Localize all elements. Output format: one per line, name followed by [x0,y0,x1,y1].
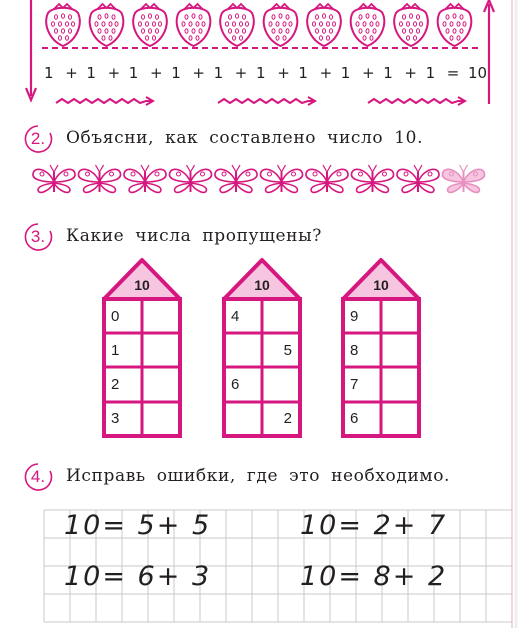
house-1-cell-3-right[interactable] [142,369,180,400]
task-2-number-text: 2. [30,129,46,148]
strawberry-icon [307,4,340,46]
house-3-cell-4-right[interactable] [381,403,419,434]
page-edge [510,0,521,628]
task-3-number [23,222,53,252]
task-2-instruction: Объясни, как составлено число 10. [66,128,424,148]
butterfly-icon [260,165,302,192]
number-token: 1 [425,64,436,82]
house-1-cell-1-left: 0 [111,308,120,325]
plus-sign: + [319,64,333,82]
house-1-cell-1-right[interactable] [142,301,180,332]
strawberry-icon [133,4,166,46]
house-1-cell-3-left: 2 [111,376,120,393]
plus-sign: + [192,64,205,82]
number-house-3 [340,257,422,439]
house-2-cell-1-right[interactable] [262,301,300,332]
number-token: 1 [213,64,224,82]
butterfly-row [0,160,521,204]
number-token: 1 [298,64,308,82]
plus-sign: + [404,64,417,82]
house-1-roof-number: 10 [134,277,150,293]
handwritten-equation-1: 10= 5+ 5 [64,510,212,541]
house-2-cell-4-left[interactable] [225,403,263,434]
butterfly-icon [442,165,484,192]
butterfly-icon [169,165,211,192]
house-3-cell-1-left: 9 [350,308,359,325]
plus-sign: + [234,64,248,82]
number-token: 1 [171,64,181,82]
counting-equation [0,62,521,84]
strawberry-icon [394,4,427,46]
house-3-cell-2-right[interactable] [381,335,419,366]
plus-sign: + [277,64,290,82]
strawberry-icon [90,4,123,46]
task-3-number-text: 3. [30,227,46,246]
task-4-number [23,462,53,492]
house-1-cell-2-left: 1 [111,342,120,359]
butterfly-icon [124,165,166,192]
task-2-number [23,124,53,154]
strawberry-icon [264,4,297,46]
house-2-cell-2-right: 5 [283,342,292,359]
plus-sign: + [150,64,163,82]
house-1-cell-4-left: 3 [111,410,120,427]
handwritten-equation-4: 10= 8+ 2 [300,561,448,592]
number-token: 1 [383,64,393,82]
butterfly-icon [351,165,393,192]
number-token: 10 [468,64,488,82]
house-2-roof-number: 10 [254,277,270,293]
strawberry-row [0,0,521,50]
plus-sign: + [107,64,121,82]
number-token: 1 [128,64,139,82]
house-3-cell-1-right[interactable] [381,301,419,332]
house-2-cell-4-right: 2 [283,410,292,427]
butterfly-icon [397,165,439,192]
butterfly-icon [215,165,257,192]
house-3-cell-2-left: 8 [350,342,359,359]
house-3-cell-3-left: 7 [350,376,359,393]
plus-sign: + [65,64,78,82]
number-token: 1 [256,64,266,82]
number-house-2 [221,257,303,439]
handwritten-equation-3: 10= 6+ 3 [64,561,212,592]
house-1-cell-2-right[interactable] [142,335,180,366]
plus-sign: + [362,64,375,82]
house-3-roof-number: 10 [373,277,389,293]
number-house-1 [101,257,183,439]
number-token: 1 [86,64,96,82]
house-2-cell-2-left[interactable] [225,335,263,366]
strawberry-icon [438,4,471,46]
strawberry-icon [220,4,253,46]
strawberry-icon [177,4,210,46]
butterfly-icon [78,165,120,192]
house-3-cell-4-left: 6 [350,410,359,427]
equals-sign: = [446,64,460,82]
strawberry-icon [46,4,79,46]
handwritten-equation-2: 10= 2+ 7 [300,510,448,541]
butterfly-icon [306,165,348,192]
house-3-cell-3-right[interactable] [381,369,419,400]
house-2-cell-1-left: 4 [231,308,240,325]
number-token: 1 [340,64,351,82]
strawberry-icon [351,4,384,46]
task-3-instruction: Какие числа пропущены? [66,226,322,246]
number-token: 1 [44,64,54,82]
house-1-cell-4-right[interactable] [142,403,180,434]
task-4-instruction: Исправь ошибки, где это необходимо. [66,466,451,486]
task-4-number-text: 4. [30,467,46,486]
butterfly-icon [33,165,75,192]
house-2-cell-3-right[interactable] [262,369,300,400]
house-2-cell-3-left: 6 [231,376,240,393]
strawberry-frame [0,0,521,110]
